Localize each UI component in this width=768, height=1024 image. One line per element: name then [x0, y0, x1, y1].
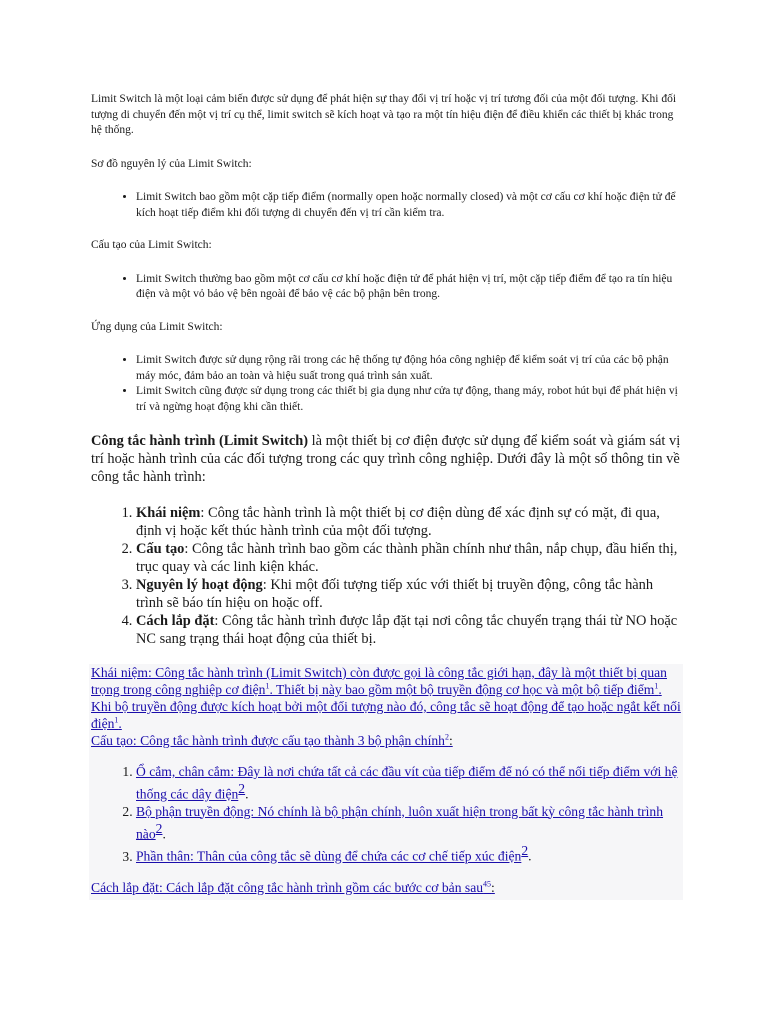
part-link-actuator[interactable]: Bộ phận truyền động: Nó chính là bộ phận chính, luôn xuất hiện trong bất kỳ công tắc hành trình nào	[136, 803, 664, 842]
list-item: • Limit Switch bao gồm một cặp tiếp điểm (normally open hoặc normally closed) và một cơ cấu cơ khí hoặc điện tử để kích hoạt tiếp điểm khi đối tượng di chuyển đến vị trí cần kiểm tra.	[136, 190, 681, 221]
concept-link-1[interactable]: Khái niệm: Công tắc hành trình (Limit Switch) còn được gọi là công tắc giới hạn, đây là một thiết bị quan trọng trong công nghiệp cơ điện	[91, 665, 667, 697]
citation-5[interactable]: 45	[483, 879, 492, 889]
citation-1[interactable]: 1	[265, 681, 270, 691]
citation-part-2[interactable]: 2	[155, 820, 163, 836]
main-paragraph	[91, 432, 681, 486]
citation-3[interactable]: 1	[114, 715, 119, 725]
list-item	[136, 504, 681, 540]
list-item-term: Cách lắp đặt	[136, 613, 215, 629]
concept-link-3[interactable]: Khi bộ truyền động được kích hoạt bởi một đối tượng nào đó, công tắc sẽ hoạt động để tạo hoặc ngắt kết nối điện	[91, 699, 681, 731]
list-item-term: Khái niệm	[136, 505, 201, 521]
document-page	[91, 92, 681, 900]
list-item-text: : Công tắc hành trình bao gồm các thành phần chính như thân, nắp chụp, đầu hiển thị, trục quay và các linh kiện khác.	[136, 541, 678, 575]
citation-part-3[interactable]: 2	[521, 843, 529, 859]
list-item-term: Cấu tạo	[136, 541, 185, 557]
separator: .	[162, 826, 166, 842]
citation-part-1[interactable]: 2	[238, 781, 246, 796]
separator: .	[245, 786, 249, 802]
list-item	[136, 612, 681, 648]
part-link-socket[interactable]: Ổ cắm, chân cắm: Đây là nơi chứa tất cả các đầu vít của tiếp điểm để nó có thể nối tiếp điểm với hệ thống các dây điện	[136, 764, 678, 802]
list-item	[136, 842, 681, 865]
list-item	[136, 540, 681, 576]
concept-link-2[interactable]: Thiết bị này bao gồm một bộ truyền động cơ học và một bộ tiếp điểm	[276, 682, 655, 697]
list-item: • Limit Switch thường bao gồm một cơ cấu cơ khí hoặc điện tử để phát hiện vị trí, một cặp tiếp điểm để tạo ra tín hiệu điện và một vỏ bảo vệ bên ngoài để bảo vệ các bộ phận bên trong.	[136, 272, 681, 303]
separator: .	[658, 682, 662, 697]
list-item	[136, 803, 681, 843]
concept-link-paragraph	[91, 664, 681, 732]
list-item-text: : Công tắc hành trình được lắp đặt tại nơi công tắc chuyển trạng thái từ NO hoặc NC sang trạng thái hoạt động của thiết bị.	[136, 613, 678, 647]
structure-list	[91, 272, 681, 303]
structure-link[interactable]: Cấu tạo: Công tắc hành trình được cấu tạo thành 3 bộ phận chính	[91, 733, 445, 748]
citation-4[interactable]: 2	[444, 732, 449, 742]
install-link[interactable]: Cách lắp đặt: Cách lắp đặt công tắc hành trình gồm các bước cơ bản sau	[91, 879, 484, 895]
main-list	[91, 504, 681, 648]
separator: .	[118, 716, 122, 731]
list-item-term: Nguyên lý hoạt động	[136, 577, 263, 593]
list-item	[136, 763, 681, 803]
separator: .	[528, 848, 532, 864]
application-heading: Ứng dụng của Limit Switch:	[91, 320, 223, 333]
install-link-paragraph	[91, 879, 681, 896]
separator: .	[269, 682, 276, 697]
list-item-text: : Khi một đối tượng tiếp xúc với thiết bị truyền động, công tắc hành trình sẽ báo tín hiệu on hoặc off.	[136, 577, 654, 611]
list-item: • Limit Switch cũng được sử dụng trong các thiết bị gia dụng như cửa tự động, thang máy, robot hút bụi để phát hiện vị trí và ngừng hoạt động khi cần thiết.	[136, 384, 681, 415]
list-item: • Limit Switch được sử dụng rộng rãi trong các hệ thống tự động hóa công nghiệp để kiểm soát vị trí của các bộ phận máy móc, đảm bảo an toàn và hiệu suất trong quá trình sản xuất.	[136, 353, 681, 384]
main-paragraph-bold: Công tắc hành trình (Limit Switch)	[91, 433, 309, 449]
diagram-heading: Sơ đồ nguyên lý của Limit Switch:	[91, 157, 252, 170]
linked-section	[89, 664, 683, 900]
parts-list	[91, 763, 681, 865]
list-item	[136, 576, 681, 612]
separator: :	[448, 733, 453, 748]
structure-heading: Cấu tạo của Limit Switch:	[91, 239, 212, 251]
diagram-list	[91, 190, 681, 221]
main-paragraph-text: là một thiết bị cơ điện được sử dụng để kiểm soát và giám sát vị trí hoặc hành trình của các đối tượng trong các quy trình công nghiệp. Dưới đây là một số thông tin về công tắc hành trình:	[91, 433, 681, 485]
separator: :	[491, 879, 495, 895]
list-item-text: : Công tắc hành trình là một thiết bị cơ điện dùng để xác định sự có mặt, đi qua, định vị hoặc kết thúc hành trình của một đối tượng.	[136, 505, 660, 539]
structure-link-paragraph	[91, 732, 681, 749]
intro-paragraph: Limit Switch là một loại cảm biến được sử dụng để phát hiện sự thay đổi vị trí hoặc vị trí tương đối của một đối tượng. Khi đối tượng di chuyển đến một vị trí cụ thể, limit switch sẽ kích hoạt và tạo ra một tín hiệu điện để điều khiển các thiết bị khác trong hệ thống.	[91, 93, 677, 136]
part-link-body[interactable]: Phần thân: Thân của công tắc sẽ dùng để chứa các cơ chế tiếp xúc điện	[136, 848, 522, 864]
application-list	[91, 353, 681, 415]
citation-2[interactable]: 1	[654, 681, 659, 691]
